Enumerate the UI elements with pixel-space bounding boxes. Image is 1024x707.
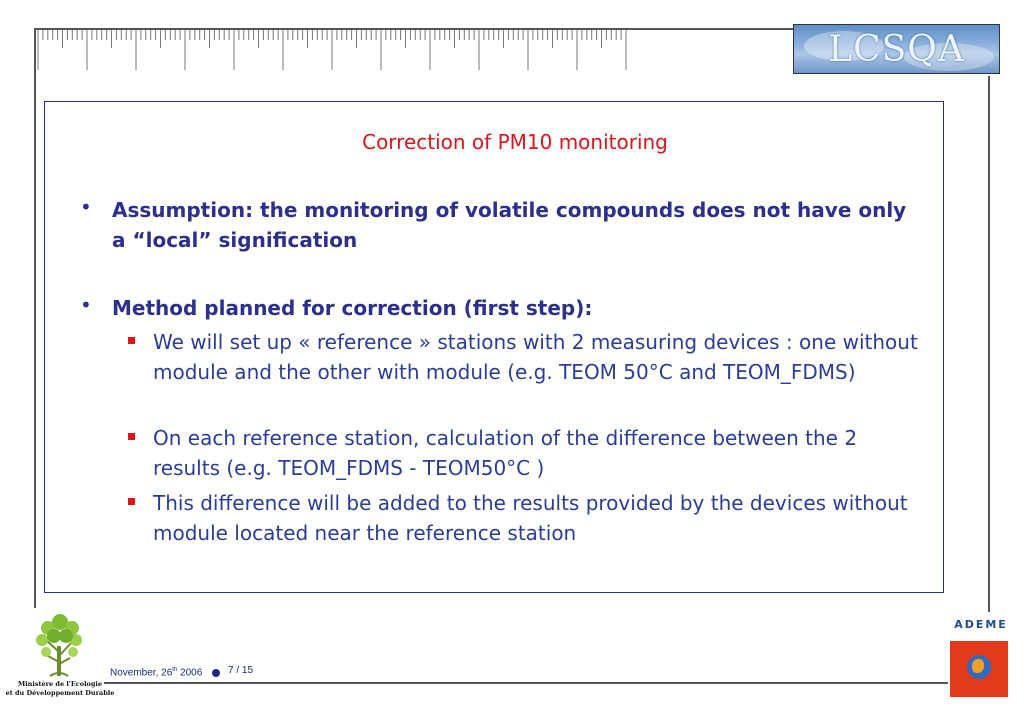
sub-item-reference-stations [128, 327, 918, 387]
ruler-decoration [36, 30, 632, 72]
square-bullet-icon [128, 498, 135, 505]
square-bullet-icon [128, 433, 135, 440]
sub-item-difference [128, 488, 918, 548]
frame-left-line [34, 28, 36, 608]
ministry-caption: Ministère de l'Ecologie et du Développement Durable [5, 680, 115, 697]
sub-item-text: This difference will be added to the results provided by the devices without module located near the reference station [153, 491, 908, 545]
lcsqa-logo [793, 24, 1000, 74]
lcsqa-logo-text: LCSQA [828, 29, 965, 70]
ademe-wordmark: ADEME [954, 618, 1008, 631]
bullet-text: Assumption: the monitoring of volatile compounds does not have only a “local” signification [112, 198, 907, 252]
sub-item-text: We will set up « reference » stations with 2 measuring devices : one without module and the other with module (e.g. TEOM 50°C and TEOM_FDMS) [153, 330, 918, 384]
footer-line [104, 682, 948, 684]
bullet-method [80, 293, 920, 323]
ademe-logo [950, 641, 1008, 697]
bullet-text: Method planned for correction (first step): [112, 296, 593, 320]
ministry-tree-logo [28, 612, 90, 680]
bullet-dot: • [80, 293, 92, 317]
footer-date: November, 26th 2006 [110, 667, 203, 679]
footer-dot-icon [212, 669, 220, 677]
sub-item-text: On each reference station, calculation of the difference between the 2 results (e.g. TEOM_FDMS - TEOM50°C ) [153, 426, 858, 480]
frame-right-line [988, 76, 990, 612]
sub-item-calculation [128, 423, 918, 483]
page-number: 7 / 15 [228, 665, 254, 676]
slide-title: Correction of PM10 monitoring [362, 130, 668, 154]
square-bullet-icon [128, 337, 135, 344]
bullet-dot: • [80, 195, 92, 219]
bullet-assumption [80, 195, 920, 255]
